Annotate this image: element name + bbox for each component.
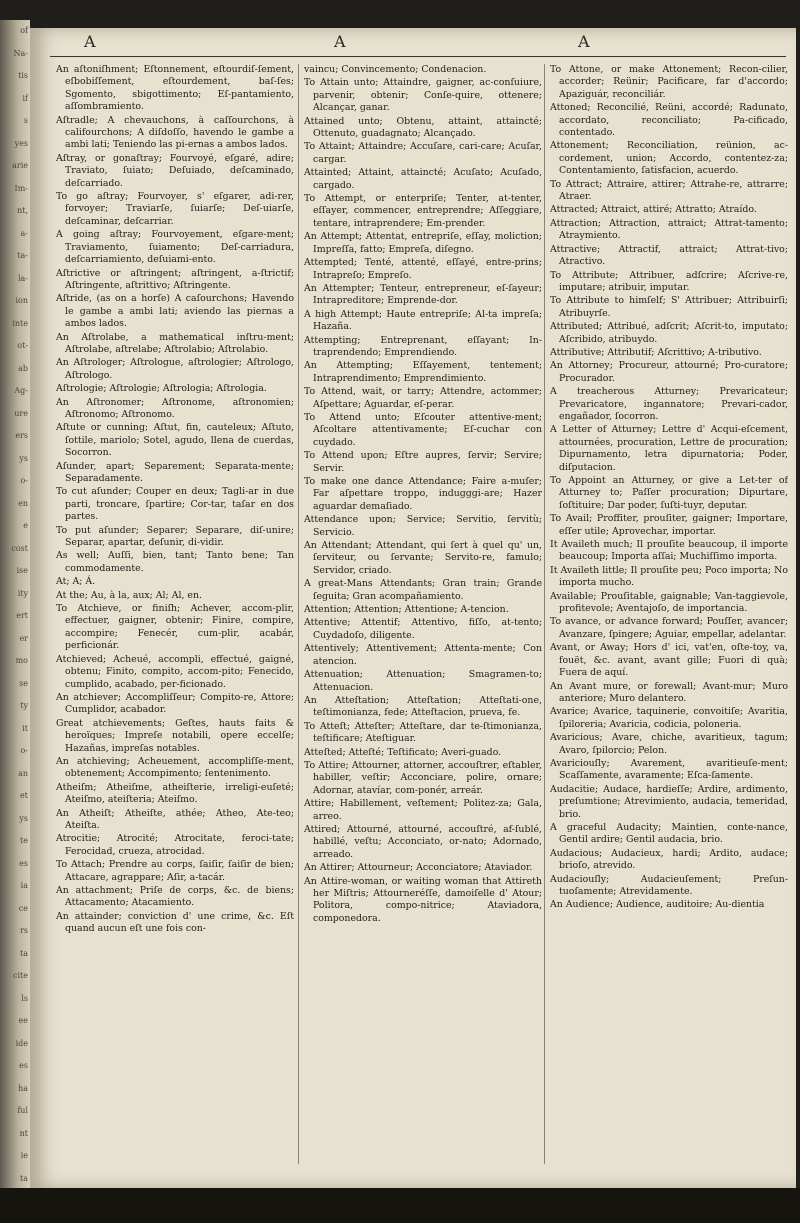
dictionary-entry: To Atchieve, or finiſh; Achever, accom-plir, effectuer, gaigner, obtenir; Finire, compire, accompire; Fenecér, cum-plir, acabár, perficionár. [56,603,294,652]
dictionary-entry: Aſtride, (as on a horſe) A caſourchons; Havendo le gambe a ambi lati; aviendo las piernas a ambos lados. [56,293,294,330]
scan-bottom-margin [0,1188,800,1223]
dictionary-entry: A high Attempt; Haute entrepriſe; Al-ta impreſa; Hazaña. [304,308,542,333]
facing-page-stub: et [20,791,28,800]
dictionary-entry: A Letter of Atturney; Lettre d' Acqui-eſcement, attournées, procuration, Lettre de procuration; Dipurnamento, letra dipurnatoria; Poder, diſputacion. [550,424,788,473]
dictionary-entry: A treacherous Atturney; Prevaricateur; Prevaricatore, ingannatore; Prevari-cador, engañador, ſocorron. [550,386,788,422]
facing-page-stub: nt [19,1128,28,1138]
dictionary-entry: Attonement; Reconciliation, reünion, ac-cordement, union; Accordo, contentez-za; Contentamiento, ſatisfacion, acuerdo. [550,140,788,177]
facing-page-stub: es [19,858,28,868]
dictionary-entry: Attraction; Attraction, attraict; Attrat-tamento; Atraymiento. [550,217,788,242]
dictionary-entry: To Attend upon; Eſtre aupres, ſervir; Servire; Servir. [304,450,542,474]
dictionary-entry: Aſtrologie; Aſtrologie; Aſtrologia; Aſtrologia. [56,383,267,395]
facing-page-stub: ha [18,1083,28,1093]
dictionary-entry: To Attone, or make Attonement; Recon-cilier, accorder; Reünir; Pacificare, far d'accordo; Apaziguár, reconciliár. [550,64,788,100]
dictionary-entry: Attention; Attention; Attentione; A-tencion. [304,604,509,616]
column-3 [550,64,788,1174]
dictionary-entry: Atteſted; Atteſté; Teſtificato; Averi-guado. [304,746,502,758]
facing-page-stub: ion [15,296,28,305]
dictionary-entry: At the; Au, à la, aux; Al; Al, en. [56,589,202,601]
dictionary-entry: An aſtoniſhment; Eſtonnement, eſtourdiſ-ſement, eſbobiſſement, eſtourdement, baſ-ſes; Sgomento, sbigottimento; Eſ-pantamiento, aſſombramiento. [56,64,294,113]
facing-page-stub: ful [17,1106,28,1115]
dictionary-entry: Attempted; Tenté, attenté, eſſayé, entre-prins; Intrapreſo; Empreſo. [304,257,542,281]
facing-page-stub: se [19,678,28,688]
dictionary-entry: Attributed; Attribué, adſcrit; Aſcrit-to, imputato; Aſcribido, atribuydo. [550,321,788,345]
dictionary-entry: To Attend, wait, or tarry; Attendre, actommer; Aſpettare; Aguardar, eſ-perar. [304,386,542,410]
facing-page-stub: Im- [14,183,28,193]
dictionary-entry: An Avant mure, or forewall; Avant-mur; Muro anteriore; Muro delantero. [550,680,788,704]
dictionary-entry: To Avail; Proffiter, prouſiter, gaigner; Importare, eſſer utile; Aprovechar, importar. [550,513,788,537]
dictionary-entry: Atrocitie; Atrocité; Atrocitate, feroci-tate; Ferocidad, crueza, atrocidad. [56,833,294,857]
header-letter-right: A [578,32,590,51]
dictionary-entry: To Attend unto; Eſcouter attentive-ment; Aſcoltare attentivamente; Eſ-cuchar con cuydado. [304,411,542,448]
dictionary-entry: To go aſtray; Fourvoyer, s' eſgarer, adi-rer, forvoyer; Traviarſe, ſuiarſe; Deſ-uiarſe, deſcaminar, deſcarriar. [56,191,294,227]
facing-page-stub: it [22,723,28,733]
facing-page-stub: ys [19,813,28,823]
facing-page-stub: Na- [13,48,28,58]
facing-page-stub: ise [16,566,28,575]
dictionary-entry: An Attirer; Attourneur; Acconciatore; Ataviador. [304,862,533,874]
facing-page-stub: ide [15,1038,28,1048]
column-divider [298,64,299,1164]
dictionary-entry: Attentive; Attentif; Attentivo, fiſſo, at-tento; Cuydadoſo, diligente. [304,617,542,641]
dictionary-entry: Attained unto; Obtenu, attaint, attaincté; Ottenuto, guadagnato; Alcançado. [304,115,542,140]
facing-page-stub: o- [20,746,28,755]
dictionary-entry: Avaricious; Avare, chiche, avaritieux, tagum; Avaro, ſpilorcio; Pelon. [550,732,788,756]
dictionary-entry: Audacitie; Audace, hardieſſe; Ardire, ardimento, preſumtione; Atrevimiento, audacia, temeridad, brio. [550,783,788,820]
facing-page-stub: ta- [17,251,28,260]
dictionary-entry: Aſtradle; A chevauchons, à caſſourchons, à califourchons; A diſdoſſo, havendo le gambe a ambi lati; Teniendo las pi-ernas a ambos lados. [56,114,294,151]
header-letter-left: A [84,32,96,51]
dictionary-entry: Avariciouſly; Avarement, avaritieuſe-ment; Scaſſamente, avaramente; Eſca-ſamente. [550,757,788,782]
dictionary-entry: To Appoint an Atturney, or give a Let-ter of Atturney to; Paſſer procuration; Dipurtare, ſoſtituire; Dar poder, ſuſti-tuyr, deputar. [550,475,788,511]
dictionary-entry: To avance, or advance forward; Pouſſer, avancer; Avanzare, ſpingere; Aguiar, empellar, adelantar. [550,616,788,640]
facing-page-stub: er [19,633,28,643]
dictionary-entry: To Attach; Prendre au corps, ſaiſir, ſaiſir de bien; Attacare, agrappare; Aſir, a-tacár. [56,859,294,883]
dictionary-entry: To cut aſunder; Couper en deux; Tagli-ar in due parti, troncare, ſpartire; Cor-tar, taſar en dos partes. [56,486,294,523]
dictionary-entry: Attributive; Attributif; Aſcrittivo; A-tributivo. [550,346,762,358]
dictionary-entry: Attainted; Attaint, attaincté; Acuſato; Acuſado, cargado. [304,167,542,191]
dictionary-entry: Atheiſm; Atheiſme, atheiſterie, irreligi-euſeté; Ateiſmo, ateiſteria; Ateiſmo. [56,781,294,806]
header-letter-center: A [334,32,346,51]
facing-page-stub: ys [19,453,28,463]
dictionary-entry: To Attribute; Attribuer, adſcrire; Aſcrive-re, imputare; atribuir, imputar. [550,269,788,293]
facing-page-stub: s [23,116,28,125]
facing-page-stub: cost [11,543,28,553]
dictionary-entry: An atchiever; Accompliſſeur; Compito-re, Attore; Cumplidor, acabador. [56,691,294,716]
dictionary-entry: Great atchievements; Geſtes, hauts faits & heroïques; Impreſe notabili, opere eccelſe; Hazañas, impreſas notables. [56,717,294,754]
dictionary-entry: An Aſtronomer; Aſtronome, aſtronomien; Aſtronomo; Aſtronomo. [56,396,294,420]
dictionary-entry: Available; Prouſitable, gaignable; Van-taggievole, profitevole; Aventajoſo, de importancia. [550,590,788,615]
facing-page-stub: ers [15,431,28,440]
dictionary-entry: An Attire-woman, or waiting woman that Attireth her Miſtris; Attourneréſſe, damoiſelle d' Atour; Politora, compo-nitrice; Ataviadora, componedora. [304,875,542,924]
dictionary-entry: To Attire; Attourner, attorner, accouſtrer, eſtabler, habiller, veſtir; Acconciare, polire, ornare; Adornar, atavíar, com-ponér, arreár. [304,759,542,796]
facing-page-stubs [0,20,30,1190]
dictionary-entry: An Atteſtation; Atteſtation; Atteſtati-one, teſtimonianza, fede; Atteſtacion, prueva, fe. [304,694,542,719]
dictionary-entry: To make one dance Attendance; Faire a-muſer; Far aſpettare troppo, indugggi-are; Hazer aguardar demaſiado. [304,476,542,512]
column-divider [544,64,545,1164]
dictionary-entry: A great-Mans Attendants; Gran train; Grande ſeguita; Gran acompañamiento. [304,578,542,602]
facing-page-stub: if [22,93,28,103]
facing-page-stub: ta [20,948,28,958]
dictionary-entry: vaincu; Convincemento; Condenacion. [304,64,487,75]
dictionary-entry: A graceful Audacity; Maintien, conte-nance, Gentil ardire; Gentil audacia, brio. [550,821,788,846]
dictionary-entry: Audacious; Audacieux, hardi; Ardito, audace; brioſo, atrevido. [550,847,788,872]
dictionary-page [30,28,796,1188]
dictionary-entry: Attire; Habillement, veſtement; Politez-za; Gala, arreo. [304,798,542,822]
facing-page-stub: ee [18,1016,28,1025]
facing-page-stub: inte [12,318,28,328]
facing-page-stub: te [20,836,28,845]
dictionary-entry: At; A; Á. [56,576,96,588]
facing-page-stub: la- [17,273,28,283]
running-header [30,32,796,52]
dictionary-entry: To Attempt, or enterpriſe; Tenter, at-tenter, eſſayer, commencer, entreprendre; Aſſeggiare, tentare, intraprendere; Em-prender. [304,193,542,229]
facing-page-stub: ie [20,1151,28,1160]
dictionary-entry: To put aſunder; Separer; Separare, diſ-unire; Separar, apartar, deſunir, di-vidir. [56,524,294,549]
facing-page-stub: ure [14,408,28,418]
facing-page-stub: rs [20,926,28,935]
dictionary-entry: It Availeth little; Il prouſite peu; Poco importa; No importa mucho. [550,564,788,589]
dictionary-entry: An Attorney; Procureur, attourné; Pro-curatore; Procurador. [550,360,788,384]
facing-page-stub: arie [12,161,28,170]
dictionary-entry: Audaciouſly; Audacieuſement; Preſun-tuoſamente; Atrevidamente. [550,873,788,897]
facing-page-stub: ert [16,611,28,620]
dictionary-entry: Avarice; Avarice, taquinerie, convoitiſe; Avaritia, ſpiloreria; Avaricia, codicia, poloneria. [550,706,788,730]
facing-page-stub: nt, [17,206,28,215]
dictionary-entry: An attachment; Priſe de corps, &c. de biens; Attacamento; Atacamiento. [56,885,294,909]
dictionary-entry: An Audience; Audience, auditoire; Au-dientia [550,899,765,911]
dictionary-entry: Attendance upon; Service; Servitio, ſervitù; Servicio. [304,514,542,538]
dictionary-entry: To Atteſt; Atteſter; Atteſtare, dar te-ſtimonianza, teſtificare; Ateſtiguar. [304,720,542,745]
dictionary-entry: Attentively; Attentivement; Attenta-mente; Con atencion. [304,643,542,667]
dictionary-entry: To Attribute to himſelf; S' Attribuer; Attribuirſi; Atribuyrſe. [550,295,788,319]
dictionary-entry: Aſtrictive or aſtringent; aſtringent, a-ſtrictif; Aſtringente, aſtrittivo; Aſtringente. [56,267,294,291]
facing-page-stub: tis [18,71,28,80]
facing-page-stub: o- [20,476,28,485]
facing-page-stub: of [20,26,28,35]
facing-page-stub: ot- [17,341,28,350]
dictionary-entry: Attempting; Entreprenant, eſſayant; In-traprendendo; Emprendiendo. [304,334,542,358]
dictionary-entry: An Aſtrolabe, a mathematical inſtru-ment; Aſtrolabe, aſtrelabe; Aſtrolabio; Aſtrolabio. [56,331,294,355]
dictionary-entry: To Attract; Attraire, attirer; Attrahe-re, attrarre; Atraer. [550,178,788,203]
dictionary-entry: An attainder; conviction d' une crime, &c. Eſt quand aucun eſt une fois con- [56,910,294,935]
dictionary-entry: An Attempting; Eſſayement, tentement; Intraprendimento; Emprendimiento. [304,360,542,384]
facing-page-stub: an [18,768,28,778]
dictionary-entry: Attractive; Attractif, attraict; Attrat-tivo; Atractivo. [550,243,788,268]
facing-page-stub: ia [20,881,28,890]
facing-page-stub: ce [18,903,28,913]
dictionary-entry: Atchieved; Acheué, accompli, effectué, gaigné, obtenu; Finito, compito, accom-pito; Fenecido, cumplido, acabado, per-ficionado. [56,653,294,690]
column-2 [304,64,542,1174]
dictionary-entry: An Attempter; Tenteur, entrepreneur, eſ-ſayeur; Intrapreditore; Emprende-dor. [304,282,542,307]
facing-page-stub: ta [20,1173,28,1183]
dictionary-entry: It Availeth much; Il prouſite beaucoup, il importe beaucoup; Importa aſſai; Muchiſſimo importa. [550,539,788,563]
dictionary-entry: As well; Auſſi, bien, tant; Tanto bene; Tan commodamente. [56,550,294,574]
facing-page-stub: ty [20,701,28,710]
facing-page-stub: ls [21,993,28,1003]
facing-page-stub: mo [15,656,28,665]
facing-page-stub: a- [20,228,28,238]
dictionary-entry: Attired; Attourné, attourné, accouſtré, af-ſublé, habillé, veſtu; Acconciato, or-nato; Adornado, arreado. [304,823,542,860]
facing-page-stub: es [19,1061,28,1070]
dictionary-entry: An Atheiſt; Atheiſte, athée; Atheo, Ate-teo; Ateiſta. [56,807,294,831]
dictionary-entry: Aſunder, apart; Separement; Separata-mente; Separadamente. [56,460,294,484]
facing-page-stub: ab [18,363,28,373]
dictionary-entry: An Aſtrologer; Aſtrologue, aſtrologier; Aſtrologo, Aſtrologo. [56,357,294,381]
dictionary-entry: A going aſtray; Fourvoyement, eſgare-ment; Traviamento, ſuiamento; Deſ-carriadura, deſcarriamiento, deſuiami-ento. [56,229,294,266]
dictionary-entry: An Attempt; Attentat, entrepriſe, eſſay, moliction; Impreſſa, fatto; Empreſa, diſegno. [304,231,542,255]
dictionary-entry: Attracted; Attraict, attiré; Attratto; Atraído. [550,204,757,216]
facing-page-stub: Ag- [14,386,28,395]
facing-page-stub: cite [13,971,28,980]
facing-page-stub: yes [14,138,28,148]
facing-page-stub: en [18,498,28,508]
dictionary-entry: Attenuation; Attenuation; Smagramen-to; Attenuacion. [304,669,542,693]
dictionary-entry: Avant, or Away; Hors d' ici, vat'en, oſte-toy, va, fouët, &c. avant, avant gille; Fuori di quà; Fuera de aquí. [550,642,788,679]
facing-page-edge [0,20,30,1190]
dictionary-entry: To Attaint; Attaindre; Accuſare, cari-care; Acuſar, cargar. [304,141,542,165]
dictionary-entry: Aſtute or cunning; Aſtut, fin, cauteleux; Aſtuto, ſottile, mariolo; Sotel, agudo, llena de cuerdas, Socorron. [56,422,294,459]
dictionary-entry: Aſtray, or gonaſtray; Fourvoyé, eſgaré, adire; Traviato, ſuiato; Deſuiado, deſcaminado, deſcarriado. [56,152,294,189]
dictionary-entry: Attoned; Reconcilié, Reüni, accordé; Radunato, accordato, reconciliato; Pa-cificado, contentado. [550,102,788,139]
dictionary-entry: To Attain unto; Attaindre, gaigner, ac-conſuiure, parvenir, obtenir; Conſe-quire, ottenere; Alcançar, ganar. [304,77,542,114]
dictionary-entry: An atchieving; Acheuement, accompliſſe-ment, obtenement; Accompimento; ſentenimento. [56,755,294,780]
facing-page-stub: ity [17,588,28,598]
facing-page-stub: e [23,521,28,530]
dictionary-entry: An Attendant; Attendant, qui ſert à quel qu' un, ſerviteur, ou ſervante; Servito-re, famulo; Servidor, criado. [304,540,542,576]
column-1 [56,64,294,1174]
header-rule [50,56,786,57]
